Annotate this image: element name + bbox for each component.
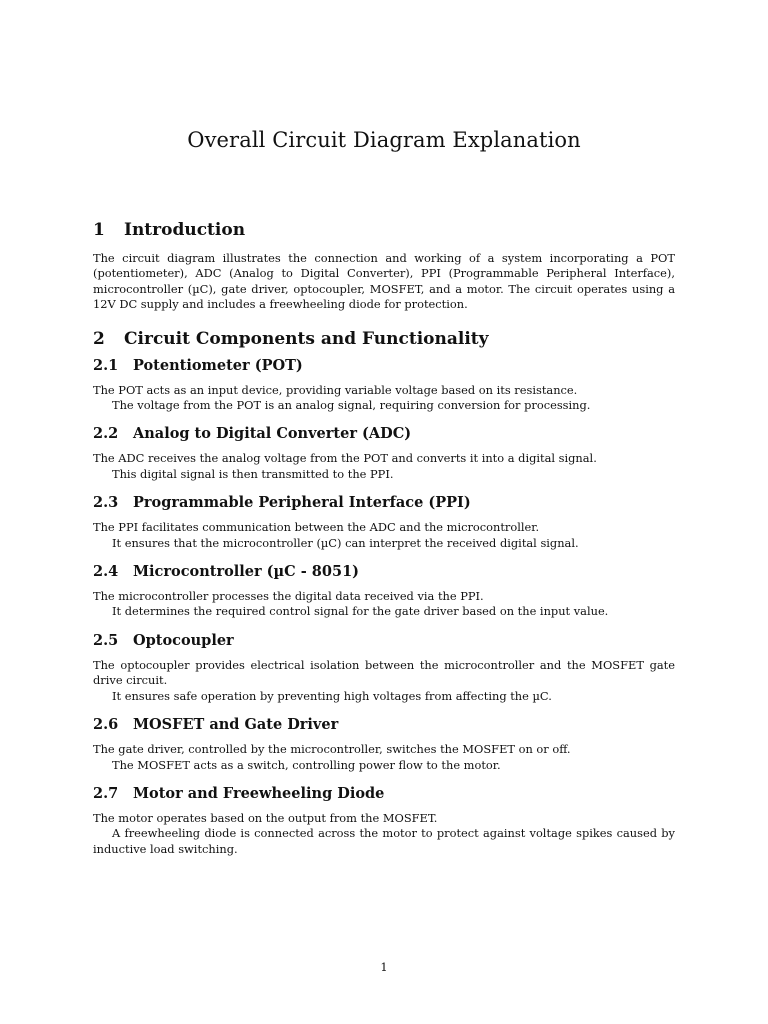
subsection-title: Optocoupler xyxy=(133,631,234,649)
paragraph: This digital signal is then transmitted to the PPI. xyxy=(112,466,394,481)
section-heading xyxy=(93,220,675,240)
subsection-mosfet xyxy=(93,716,675,773)
paragraph: The POT acts as an input device, providing variable voltage based on its resistance. xyxy=(93,382,578,397)
subsection-heading xyxy=(93,425,675,442)
document-body xyxy=(93,220,675,857)
page-number: 1 xyxy=(380,960,388,974)
paragraph: It determines the required control signal for the gate driver based on the input value. xyxy=(112,604,609,619)
paragraph: The PPI facilitates communication between the ADC and the microcontroller. xyxy=(93,520,540,535)
section-title: Introduction xyxy=(124,220,246,240)
paragraph: It ensures safe operation by preventing high voltages from affecting the µC. xyxy=(112,688,552,703)
section-number: 2 xyxy=(93,328,105,349)
subsection-heading xyxy=(93,563,675,580)
section-heading xyxy=(93,329,675,349)
paragraph: The gate driver, controlled by the microcontroller, switches the MOSFET on or off. xyxy=(93,742,571,757)
document-title: Overall Circuit Diagram Explanation xyxy=(187,128,581,152)
subsection-heading xyxy=(93,357,675,374)
section-number: 1 xyxy=(93,220,105,240)
section-introduction xyxy=(93,220,675,313)
subsection-microcontroller xyxy=(93,563,675,620)
subsection-adc xyxy=(93,425,675,482)
paragraph: A freewheeling diode is connected across the motor to protect against voltage spikes caused by inductive load switching. xyxy=(93,826,675,856)
subsection-title: Potentiometer (POT) xyxy=(133,356,303,374)
subsection-number: 2.1 xyxy=(93,356,119,374)
subsection-number: 2.4 xyxy=(93,563,119,581)
section-title: Circuit Components and Functionality xyxy=(124,328,489,349)
paragraph: It ensures that the microcontroller (µC) can interpret the received digital signal. xyxy=(112,535,579,550)
subsection-heading xyxy=(93,494,675,511)
subsection-title: Programmable Peripheral Interface (PPI) xyxy=(133,494,471,512)
paragraph: The microcontroller processes the digital data received via the PPI. xyxy=(93,589,484,604)
subsection-title: Microcontroller (µC - 8051) xyxy=(133,563,360,581)
subsection-number: 2.3 xyxy=(93,494,119,512)
paragraph: The ADC receives the analog voltage from the POT and converts it into a digital signal. xyxy=(93,451,597,466)
subsection-ppi xyxy=(93,494,675,551)
subsection-motor xyxy=(93,785,675,857)
subsection-title: MOSFET and Gate Driver xyxy=(133,716,339,734)
subsection-heading xyxy=(93,716,675,733)
paragraph: The voltage from the POT is an analog signal, requiring conversion for processing. xyxy=(112,398,591,413)
paragraph: The circuit diagram illustrates the connection and working of a system incorporating a POT (potentiometer), ADC (Analog to Digital Converter), PPI (Programmable Peripheral Interface), microcontroller (µC), gate driver, optocoupler, MOSFET, and a motor. The circuit operates using a 12V DC supply and includes a freewheeling diode for protection. xyxy=(93,251,675,312)
subsection-heading xyxy=(93,785,675,802)
subsection-number: 2.5 xyxy=(93,631,119,649)
subsection-number: 2.7 xyxy=(93,784,119,802)
subsection-title: Analog to Digital Converter (ADC) xyxy=(133,425,412,443)
subsection-number: 2.6 xyxy=(93,716,119,734)
paragraph: The optocoupler provides electrical isolation between the microcontroller and the MOSFET gate drive circuit. xyxy=(93,657,675,688)
paragraph: The MOSFET acts as a switch, controlling power flow to the motor. xyxy=(112,757,501,772)
paragraph: The motor operates based on the output from the MOSFET. xyxy=(93,810,438,825)
subsection-title: Motor and Freewheeling Diode xyxy=(133,784,385,802)
subsection-number: 2.2 xyxy=(93,425,119,443)
subsection-optocoupler xyxy=(93,632,675,704)
subsection-potentiometer xyxy=(93,357,675,414)
section-components xyxy=(93,329,675,858)
subsection-heading xyxy=(93,632,675,649)
